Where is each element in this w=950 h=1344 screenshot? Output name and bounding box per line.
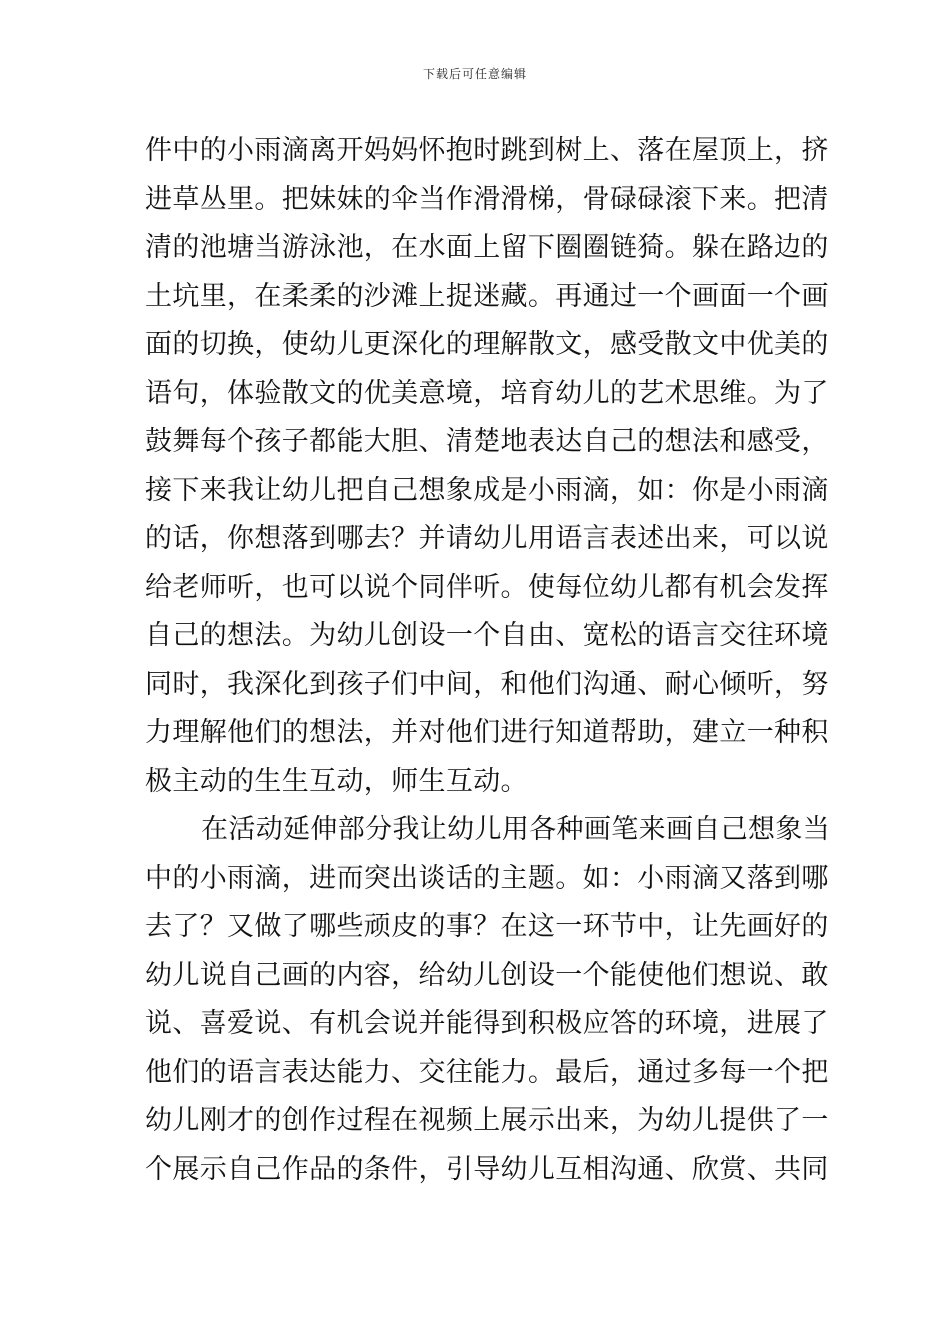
text-line: 接下来我让幼儿把自己想象成是小雨滴，如：你是小雨滴	[145, 474, 829, 506]
text-line: 自己的想法。为幼儿创设一个自由、宽松的语言交往环境	[145, 620, 829, 651]
text-line: 个展示自己作品的条件，引导幼儿互相沟通、欣赏、共同	[145, 1153, 829, 1185]
text-line: 在活动延伸部分我让幼儿用各种画笔来画自己想象当	[201, 814, 831, 845]
text-line: 土坑里，在柔柔的沙滩上捉迷藏。再通过一个画面一个画	[145, 280, 829, 312]
text-line: 给老师听，也可以说个同伴听。使每位幼儿都有机会发挥	[145, 571, 829, 603]
page-header: 下载后可任意编辑	[422, 67, 527, 81]
text-line: 语句，体验散文的优美意境，培育幼儿的艺术思维。为了	[145, 377, 829, 409]
text-line: 力理解他们的想法，并对他们进行知道帮助，建立一种积	[145, 717, 829, 748]
text-line: 鼓舞每个孩子都能大胆、清楚地表达自己的想法和感受，	[145, 426, 829, 457]
text-line: 他们的语言表达能力、交往能力。最后，通过多每一个把	[145, 1056, 829, 1088]
text-line: 中的小雨滴，进而突出谈话的主题。如：小雨滴又落到哪	[145, 862, 829, 894]
text-line: 的话，你想落到哪去？并请幼儿用语言表述出来，可以说	[145, 523, 829, 554]
paragraph-2	[145, 806, 831, 1194]
text-line: 进草丛里。把妹妹的伞当作滑滑梯，骨碌碌滚下来。把清	[145, 183, 829, 215]
text-line: 面的切换，使幼儿更深化的理解散文，感受散文中优美的	[145, 329, 829, 360]
text-line: 幼儿刚才的创作过程在视频上展示出来，为幼儿提供了一	[145, 1105, 829, 1136]
body-text	[145, 127, 831, 1194]
text-line: 去了？又做了哪些顽皮的事？在这一环节中，让先画好的	[145, 911, 829, 942]
text-line: 件中的小雨滴离开妈妈怀抱时跳到树上、落在屋顶上，挤	[145, 135, 829, 166]
paragraph-1	[145, 127, 829, 806]
text-line: 极主动的生生互动，师生互动。	[145, 765, 528, 797]
text-line: 幼儿说自己画的内容，给幼儿创设一个能使他们想说、敢	[145, 959, 829, 991]
text-line: 说、喜爱说、有机会说并能得到积极应答的环境，进展了	[145, 1008, 829, 1039]
text-line: 同时，我深化到孩子们中间，和他们沟通、耐心倾听，努	[145, 668, 829, 700]
text-line: 清的池塘当游泳池，在水面上留下圈圈链猗。躲在路边的	[145, 232, 829, 263]
